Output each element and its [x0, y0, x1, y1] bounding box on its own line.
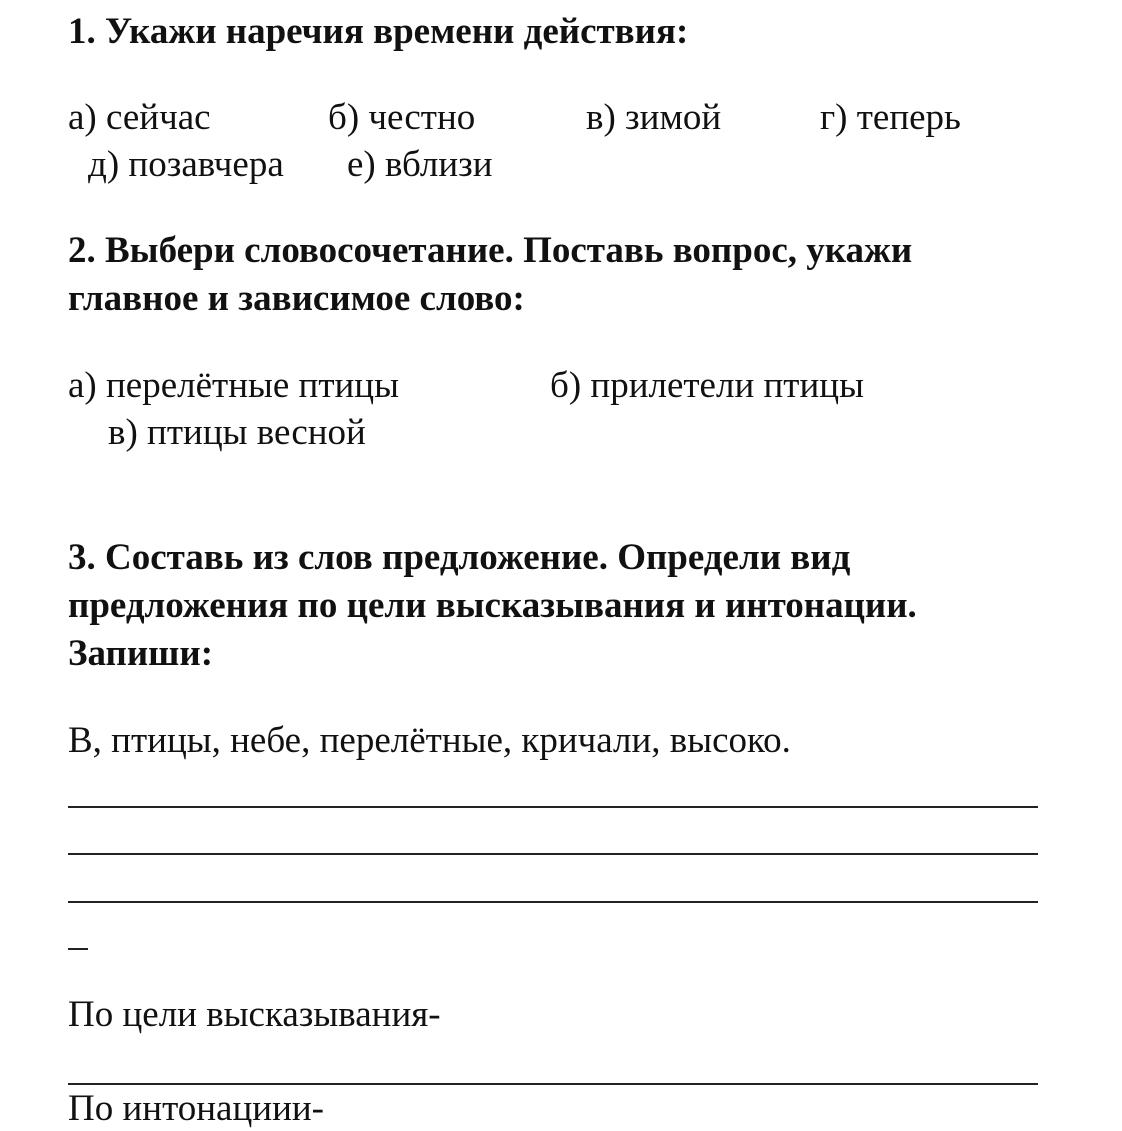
purpose-answer-line: [68, 1083, 1038, 1085]
task1-option-a: а) сейчас: [68, 97, 211, 138]
task1-title: 1. Укажи наречия времени действия:: [68, 11, 689, 52]
task3-title-line3: Запиши:: [68, 633, 214, 674]
answer-line: [68, 853, 1038, 855]
answer-line: [68, 806, 1038, 808]
task2-title-line2: главное и зависимое слово:: [68, 278, 525, 319]
purpose-label: По цели высказывания-: [68, 994, 441, 1035]
task1-option-v: в) зимой: [586, 97, 722, 138]
task2-option-a: а) перелётные птицы: [68, 365, 399, 406]
task2-title-line1: 2. Выбери словосочетание. Поставь вопрос, укажи: [68, 230, 913, 271]
task3-title-line2: предложения по цели высказывания и интонации.: [68, 585, 917, 626]
answer-line: [68, 901, 1038, 903]
task2-option-b: б) прилетели птицы: [550, 365, 864, 406]
intonation-label: По интонациии-: [68, 1088, 325, 1129]
task1-option-g: г) теперь: [820, 97, 961, 138]
task1-option-b: б) честно: [328, 97, 476, 138]
task3-words: В, птицы, небе, перелётные, кричали, высоко.: [68, 720, 791, 761]
task2-option-v: в) птицы весной: [108, 412, 366, 453]
task3-title-line1: 3. Составь из слов предложение. Определи вид: [68, 537, 851, 578]
task1-option-d: д) позавчера: [88, 144, 284, 185]
task1-option-e: е) вблизи: [347, 144, 493, 185]
answer-line-end: [68, 948, 88, 950]
